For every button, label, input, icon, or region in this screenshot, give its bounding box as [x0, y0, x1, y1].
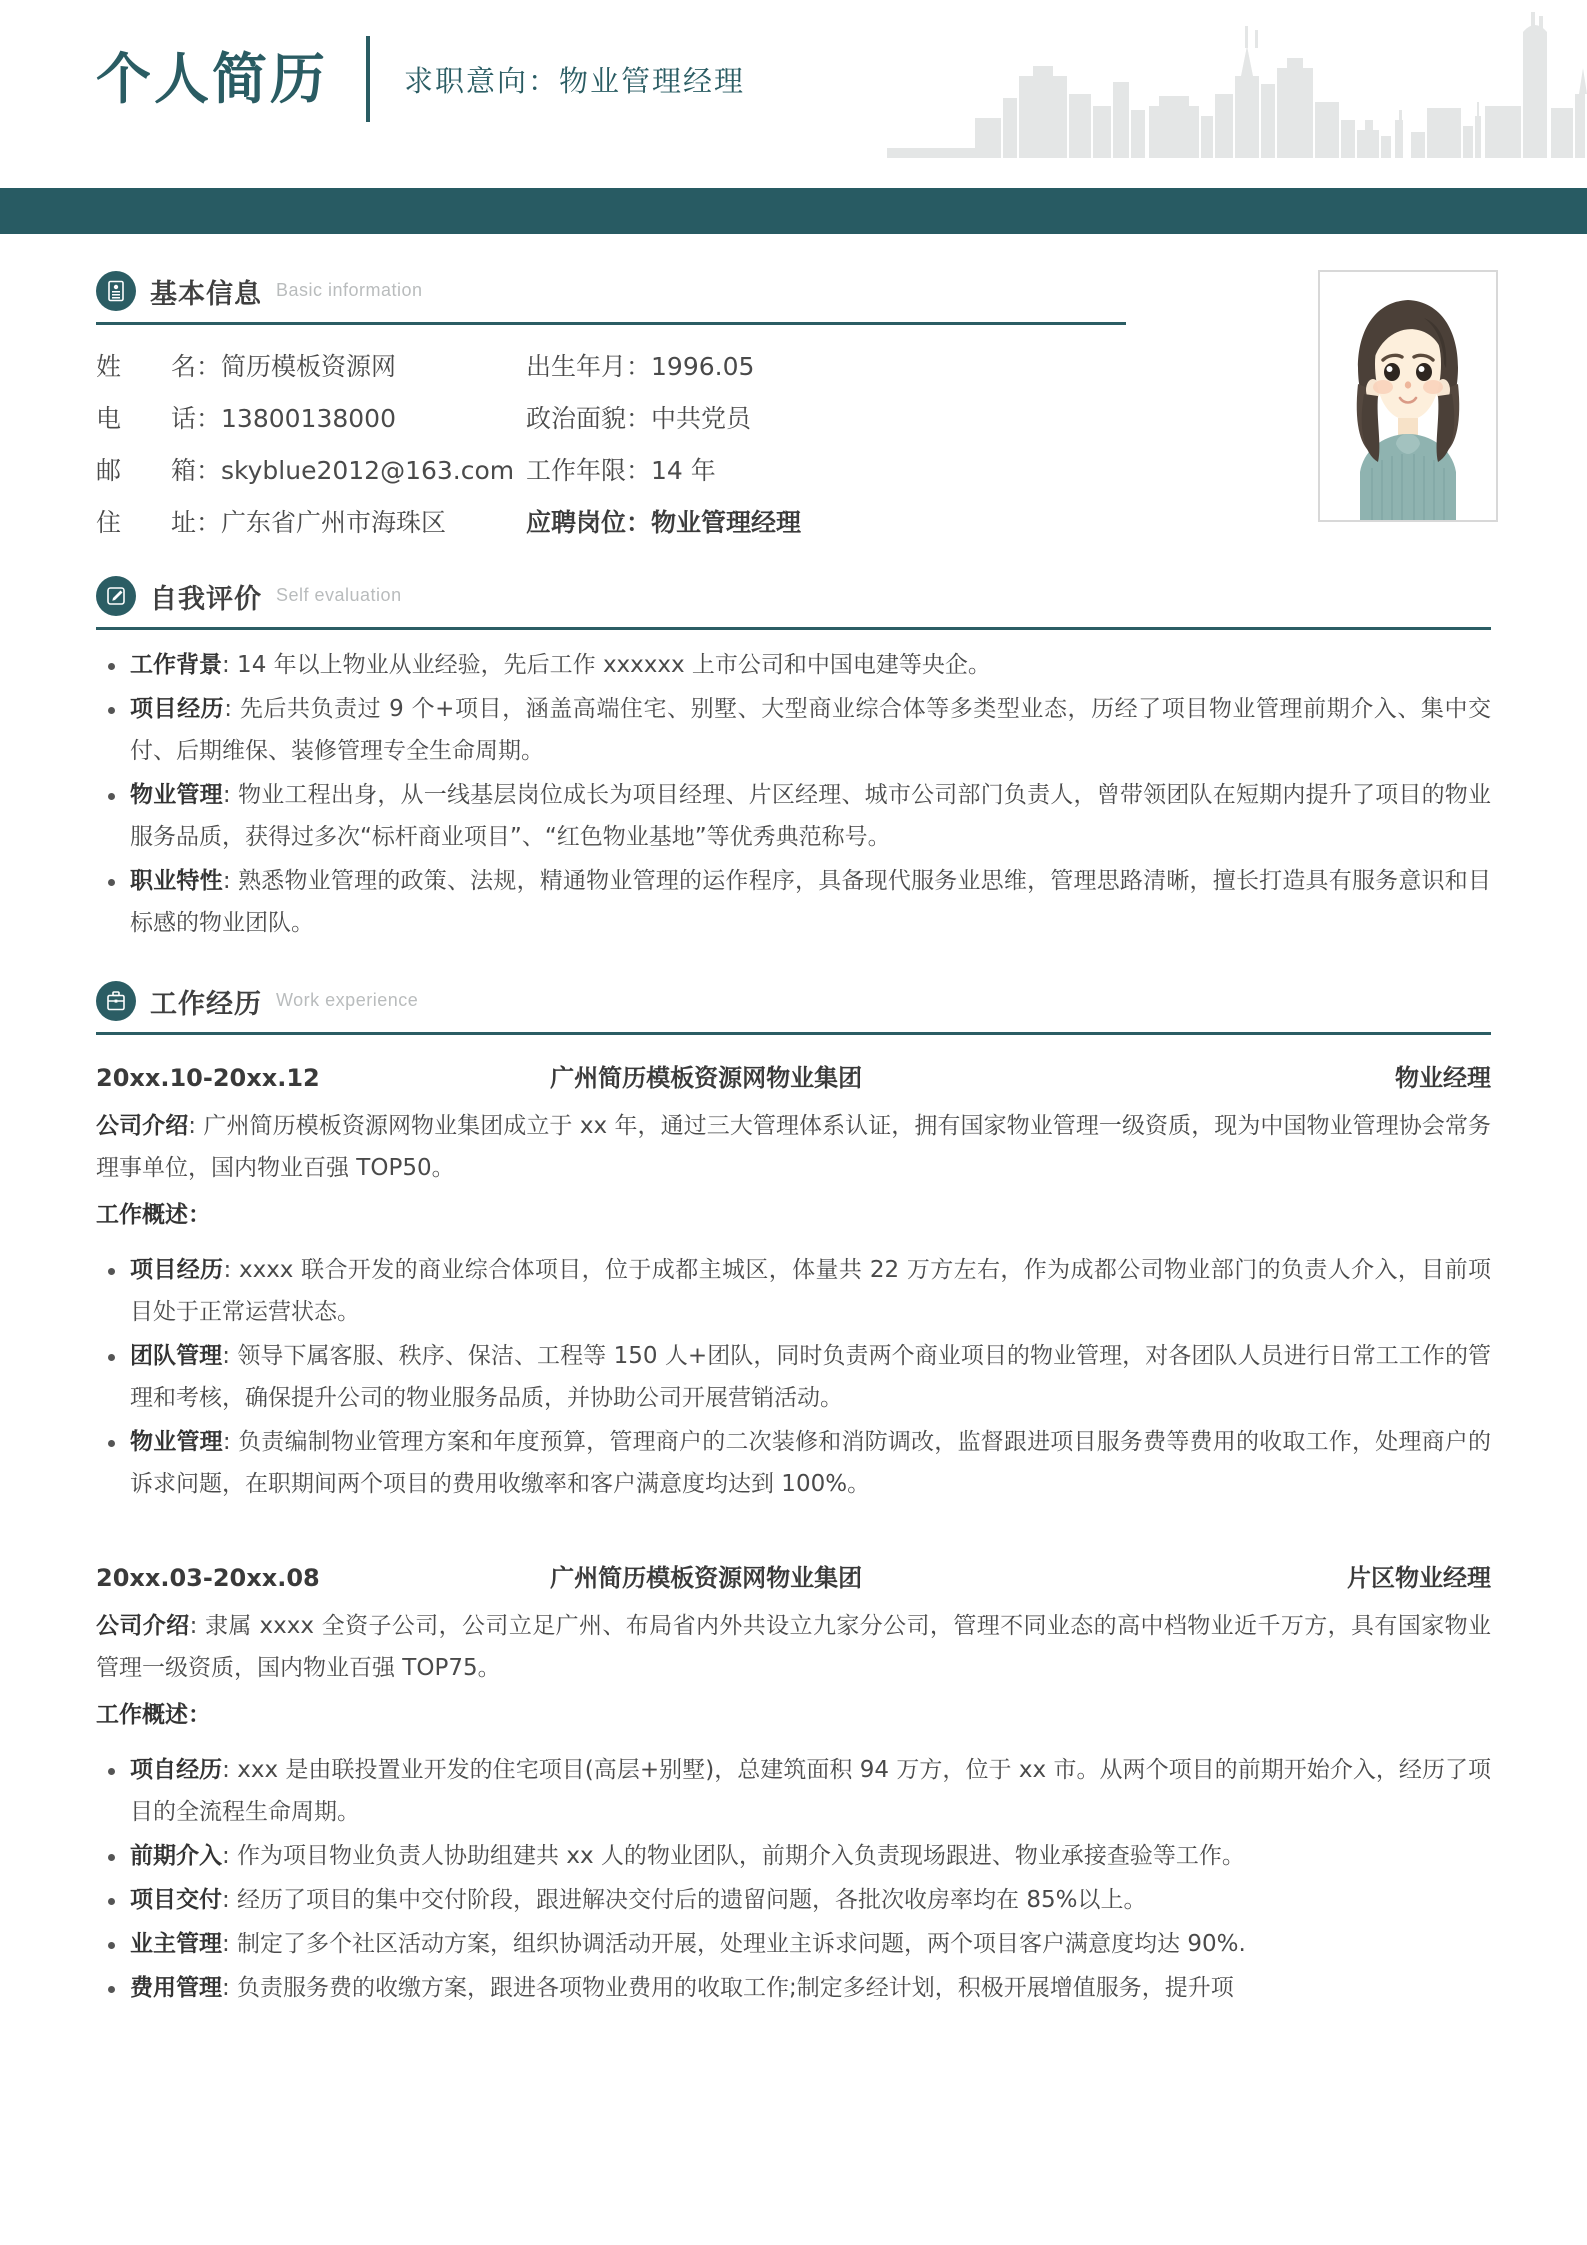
info-name — [96, 347, 526, 383]
section-self-evaluation — [96, 573, 1491, 944]
job-date: 20xx.03-20xx.08 — [96, 1564, 320, 1592]
list-item — [96, 1967, 1491, 2009]
info-applied-position-label: 应聘岗位： — [526, 508, 652, 537]
info-work-years — [526, 451, 1126, 487]
section-title-cn-work: 工作经历 — [150, 988, 262, 1020]
section-title-en-basic: Basic information — [276, 279, 423, 300]
info-political-status-value: 中共党员 — [651, 404, 752, 433]
pencil-edit-icon — [96, 576, 136, 616]
section-header-basic — [96, 268, 1491, 314]
header-accent-bar — [0, 188, 1587, 234]
job-summary-label: 工作概述： — [96, 1202, 211, 1228]
bullet-text: : 负责编制物业管理方案和年度预算，管理商户的二次装修和消防调改，监督跟进项目服务费等费用的收取工作，处理商户的诉求问题，在职期间两个项目的费用收缴率和客户满意度均达到 100%。 — [130, 1429, 1492, 1497]
bullet-text: : 经历了项目的集中交付阶段，跟进解决交付后的遗留问题，各批次收房率均在 85%以上。 — [222, 1887, 1147, 1913]
info-phone-label: 电 话： — [96, 404, 222, 433]
entry-spacer — [96, 1507, 1491, 1535]
list-item — [96, 688, 1491, 772]
bullet-title: 业主管理 — [130, 1931, 222, 1957]
resume-header — [0, 0, 1587, 188]
section-rule-work — [96, 1032, 1491, 1035]
info-birthdate-label: 出生年月： — [526, 352, 652, 381]
work-experience-entry — [96, 1059, 1491, 1505]
info-name-label: 姓 名： — [96, 352, 222, 381]
job-bullet-list — [96, 1249, 1491, 1505]
bullet-title: 费用管理 — [130, 1975, 222, 2001]
info-work-years-label: 工作年限： — [526, 456, 652, 485]
list-item — [96, 1749, 1491, 1833]
info-email-label: 邮 箱： — [96, 456, 222, 485]
list-item — [96, 774, 1491, 858]
section-rule-basic — [96, 322, 1126, 325]
section-header-self — [96, 573, 1491, 619]
job-summary-label: 工作概述： — [96, 1702, 211, 1728]
job-target: 求职意向：物业管理经理 — [404, 63, 746, 98]
info-email-value: skyblue2012@163.com — [221, 456, 515, 485]
bullet-title: 物业管理 — [130, 1429, 223, 1455]
resume-title: 个人简历 — [96, 46, 329, 111]
bullet-text: : 负责服务费的收缴方案，跟进各项物业费用的收取工作;制定多经计划，积极开展增值服务，提升项 — [222, 1975, 1234, 2001]
job-bullet-list — [96, 1749, 1491, 2009]
info-work-years-value: 14 年 — [651, 456, 716, 485]
bullet-text: : 先后共负责过 9 个+项目，涵盖高端住宅、别墅、大型商业综合体等多类型业态，历经了项目物业管理前期介入、集中交付、后期维保、装修管理专全生命周期。 — [130, 696, 1492, 764]
bullet-text: : xxx 是由联投置业开发的住宅项目(高层+别墅)，总建筑面积 94 万方，位于 xx 市。从两个项目的前期开始介入，经历了项目的全流程生命周期。 — [130, 1757, 1491, 1825]
job-company-intro-text: : 广州简历模板资源网物业集团成立于 xx 年，通过三大管理体系认证，拥有国家物业管理一级资质，现为中国物业管理协会常务理事单位，国内物业百强 TOP50。 — [96, 1113, 1492, 1181]
job-company: 广州简历模板资源网物业集团 — [550, 1064, 863, 1092]
list-item — [96, 1835, 1491, 1877]
section-header-work — [96, 978, 1491, 1024]
info-address — [96, 503, 526, 539]
job-role: 物业经理 — [1395, 1064, 1491, 1092]
self-evaluation-list — [96, 644, 1491, 944]
info-name-value: 简历模板资源网 — [221, 352, 397, 381]
section-rule-self — [96, 627, 1491, 630]
avatar-photo — [1318, 270, 1498, 522]
info-address-value: 广东省广州市海珠区 — [221, 508, 447, 537]
info-political-status — [526, 399, 1126, 435]
bullet-text: : xxxx 联合开发的商业综合体项目，位于成都主城区，体量共 22 万方左右，作为成都公司物业部门的负责人介入，目前项目处于正常运营状态。 — [130, 1257, 1491, 1325]
bullet-title: 项目经历 — [130, 1257, 224, 1283]
bullet-text: : 熟悉物业管理的政策、法规，精通物业管理的运作程序，具备现代服务业思维，管理思路清晰，擅长打造具有服务意识和目标感的物业团队。 — [130, 868, 1492, 936]
bullet-text: : 物业工程出身，从一线基层岗位成长为项目经理、片区经理、城市公司部门负责人，曾带领团队在短期内提升了项目的物业服务品质，获得过多次“标杆商业项目”、“红色物业基地”等优秀典范称号。 — [130, 782, 1492, 850]
bullet-title: 职业特性 — [130, 868, 223, 894]
job-company-intro-label: 公司介绍 — [96, 1613, 190, 1639]
section-title-cn-basic: 基本信息 — [150, 278, 262, 310]
bullet-title: 项目经历 — [130, 696, 225, 722]
bullet-text: : 领导下属客服、秩序、保洁、工程等 150 人+团队，同时负责两个商业项目的物业管理，对各团队人员进行日常工工作的管理和考核，确保提升公司的物业服务品质，并协助公司开展营销活动。 — [130, 1343, 1491, 1411]
section-title-en-work: Work experience — [276, 989, 419, 1010]
title-divider — [366, 36, 370, 122]
info-phone-value: 13800138000 — [221, 404, 396, 433]
info-birthdate — [526, 347, 1126, 383]
bullet-title: 项目交付 — [130, 1887, 222, 1913]
briefcase-icon — [96, 981, 136, 1021]
job-header-row — [96, 1059, 1491, 1097]
info-applied-position — [526, 503, 1126, 539]
job-header-row — [96, 1559, 1491, 1597]
list-item — [96, 1923, 1491, 1965]
info-email — [96, 451, 526, 487]
job-role: 片区物业经理 — [1347, 1564, 1491, 1592]
info-phone — [96, 399, 526, 435]
info-applied-position-value: 物业管理经理 — [651, 508, 802, 537]
id-card-icon — [96, 271, 136, 311]
info-birthdate-value: 1996.05 — [651, 352, 755, 381]
bullet-title: 团队管理 — [130, 1343, 223, 1369]
section-title-en-self: Self evaluation — [276, 584, 402, 605]
list-item — [96, 1421, 1491, 1505]
bullet-text: : 作为项目物业负责人协助组建共 xx 人的物业团队，前期介入负责现场跟进、物业承接查验等工作。 — [222, 1843, 1245, 1869]
work-experience-entry — [96, 1559, 1491, 2009]
job-company-intro — [96, 1105, 1491, 1189]
bullet-title: 前期介入 — [130, 1843, 222, 1869]
job-company-intro-label: 公司介绍 — [96, 1113, 189, 1139]
basic-info-grid — [96, 347, 1126, 539]
bullet-title: 物业管理 — [130, 782, 223, 808]
job-company: 广州简历模板资源网物业集团 — [550, 1564, 863, 1592]
bullet-text: : 14 年以上物业从业经验，先后工作 xxxxxx 上市公司和中国电建等央企。 — [222, 652, 991, 678]
info-address-label: 住 址： — [96, 508, 222, 537]
job-company-intro-text: : 隶属 xxxx 全资子公司，公司立足广州、布局省内外共设立九家分公司，管理不同业态的高中档物业近千万方，具有国家物业管理一级资质，国内物业百强 TOP75。 — [96, 1613, 1491, 1681]
list-item — [96, 1879, 1491, 1921]
list-item — [96, 1249, 1491, 1333]
job-company-intro — [96, 1605, 1491, 1689]
job-date: 20xx.10-20xx.12 — [96, 1064, 320, 1092]
section-basic-information — [96, 268, 1491, 539]
bullet-title: 工作背景 — [130, 652, 222, 678]
bullet-text: : 制定了多个社区活动方案，组织协调活动开展，处理业主诉求问题，两个项目客户满意度均达 90%. — [222, 1931, 1246, 1957]
list-item — [96, 1335, 1491, 1419]
section-title-cn-self: 自我评价 — [150, 583, 262, 615]
list-item — [96, 860, 1491, 944]
info-political-status-label: 政治面貌： — [526, 404, 652, 433]
section-work-experience — [96, 978, 1491, 2009]
bullet-title: 项自经历 — [130, 1757, 223, 1783]
list-item — [96, 644, 1491, 686]
